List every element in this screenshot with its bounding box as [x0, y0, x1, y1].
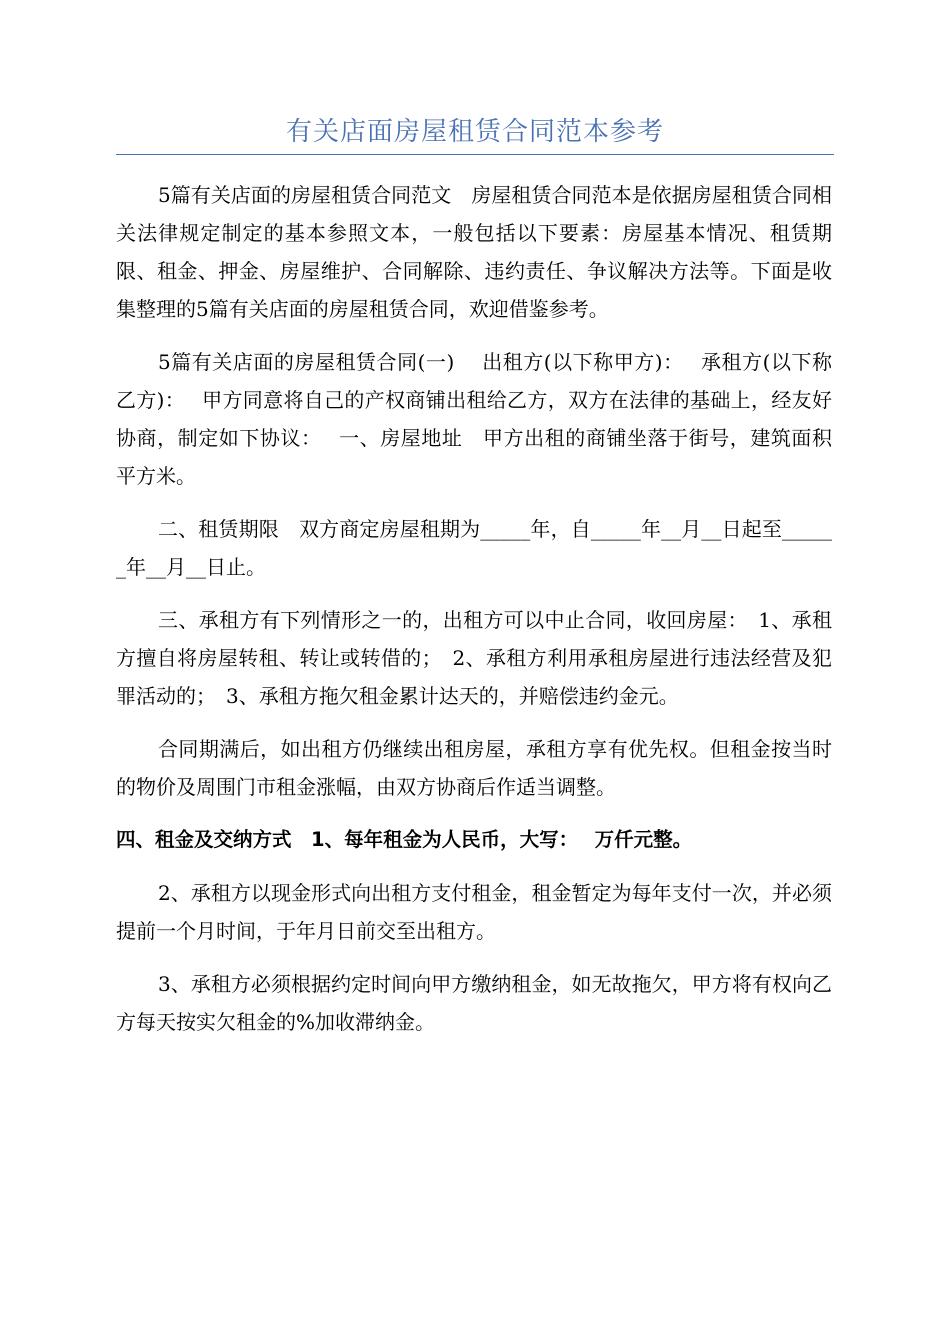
document-body	[116, 176, 832, 1056]
paragraph-contract-one-parties: 5篇有关店面的房屋租赁合同(一) 出租方(以下称甲方)： 承租方(以下称乙方)： 甲方同意将自己的产权商铺出租给乙方，双方在法律的基础上，经友好协商，制定如下协议： 一、房屋地址 甲方出租的商铺坐落于街号，建筑面积平方米。	[116, 350, 832, 488]
title-underline	[116, 154, 834, 155]
paragraph-intro: 5篇有关店面的房屋租赁合同范文 房屋租赁合同范本是依据房屋租赁合同相关法律规定制定的基本参照文本，一般包括以下要素：房屋基本情况、租赁期限、租金、押金、房屋维护、合同解除、违约责任、争议解决方法等。下面是收集整理的5篇有关店面的房屋租赁合同，欢迎借鉴参考。	[116, 183, 832, 321]
paragraph-termination-conditions: 三、承租方有下列情形之一的，出租方可以中止合同，收回房屋： 1、承租方擅自将房屋转租、转让或转借的； 2、承租方利用承租房屋进行违法经营及犯罪活动的； 3、承租方拖欠租金累计达天的，并赔偿违约金元。	[116, 608, 832, 708]
paragraph-rent-cash-payment: 2、承租方以现金形式向出租方支付租金，租金暂定为每年支付一次，并必须提前一个月时间，于年月日前交至出租方。	[116, 881, 832, 943]
paragraph-late-fee: 3、承租方必须根据约定时间向甲方缴纳租金，如无故拖欠，甲方将有权向乙方每天按实欠租金的%加收滞纳金。	[116, 972, 832, 1034]
paragraph-rent-payment-heading: 四、租金及交纳方式 1、每年租金为人民币，大写： 万仟元整。	[116, 828, 693, 851]
paragraph-renewal-priority: 合同期满后，如出租方仍继续出租房屋，承租方享有优先权。但租金按当时的物价及周围门市租金涨幅，由双方协商后作适当调整。	[116, 737, 832, 799]
document-title: 有关店面房屋租赁合同范本参考	[285, 117, 664, 147]
paragraph-lease-term: 二、租赁期限 双方商定房屋租期为_____年，自_____年__月__日起至______年__月__日止。	[116, 517, 832, 579]
